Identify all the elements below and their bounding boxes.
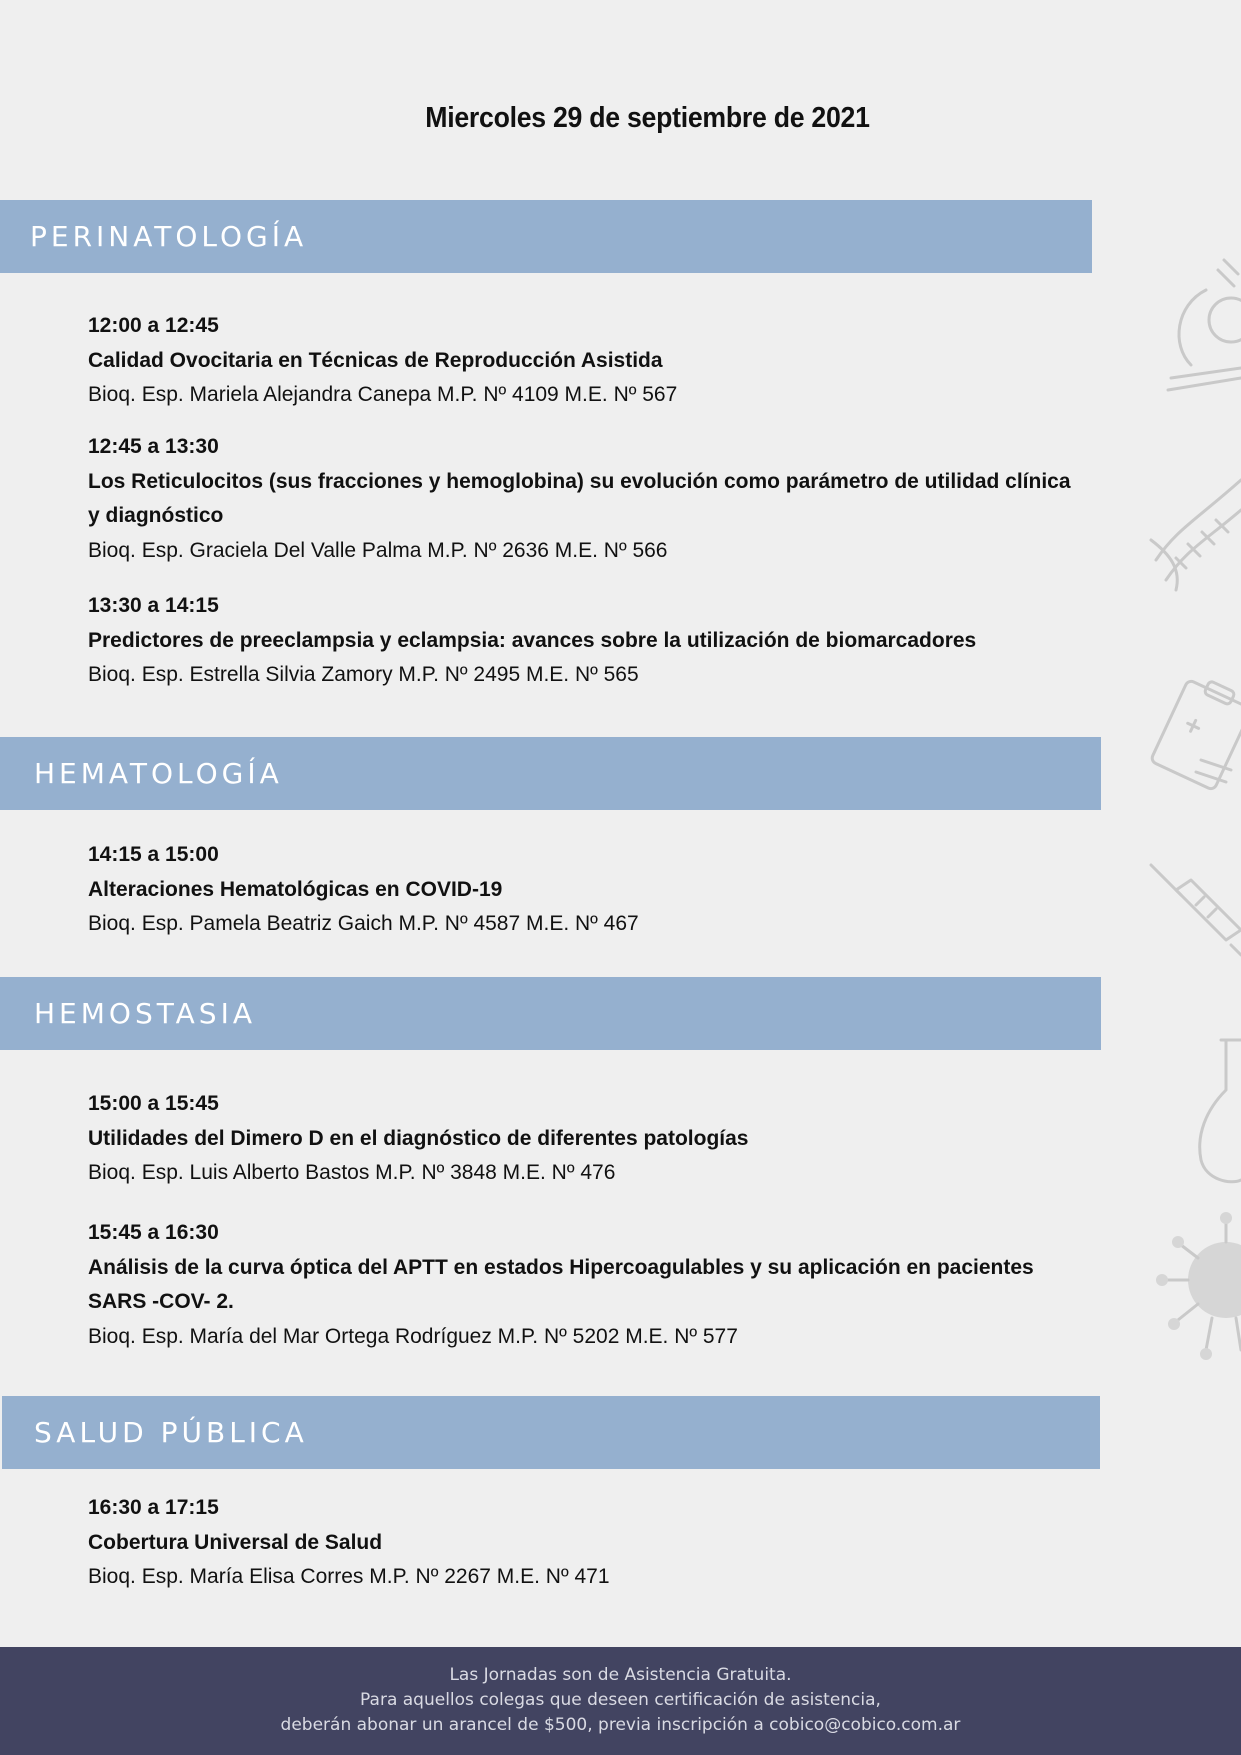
syringe-icon — [1151, 865, 1241, 955]
session-talk-title: Utilidades del Dimero D en el diagnóstico de diferentes patologías — [88, 1126, 749, 1150]
session-speaker: Bioq. Esp. María del Mar Ortega Rodríguez M.P. Nº 5202 M.E. Nº 577 — [88, 1324, 738, 1348]
session-talk-title: Calidad Ovocitaria en Técnicas de Reproducción Asistida — [88, 348, 663, 372]
date-title: Miercoles 29 de septiembre de 2021 — [425, 102, 870, 134]
session-talk-title: Alteraciones Hematológicas en COVID-19 — [88, 877, 503, 901]
section-band-salud-publica — [2, 1396, 1100, 1469]
session-time: 15:00 a 15:45 — [88, 1092, 219, 1115]
session-time: 13:30 a 14:15 — [88, 594, 219, 617]
session-speaker: Bioq. Esp. Estrella Silvia Zamory M.P. Nº 2495 M.E. Nº 565 — [88, 663, 639, 686]
section-title: SALUD PÚBLICA — [34, 1416, 308, 1449]
session-item — [88, 1216, 1078, 1354]
session-item — [88, 1087, 1078, 1191]
session-item — [88, 1491, 1078, 1595]
section-title: PERINATOLOGÍA — [30, 220, 308, 253]
clipboard-icon — [1150, 679, 1241, 790]
session-time: 12:45 a 13:30 — [88, 435, 219, 458]
session-speaker: Bioq. Esp. Luis Alberto Bastos M.P. Nº 3848 M.E. Nº 476 — [88, 1161, 616, 1184]
section-band-hemostasia — [0, 977, 1101, 1050]
section-title: HEMOSTASIA — [34, 997, 256, 1030]
session-talk-title: Los Reticulocitos (sus fracciones y hemoglobina) su evolución como parámetro de utilidad clínica y diagnóstico — [88, 469, 1071, 527]
section-band-perinatologia — [0, 200, 1092, 273]
decorative-lab-icons — [1146, 250, 1241, 1400]
session-time: 12:00 a 12:45 — [88, 314, 219, 337]
session-talk-title: Análisis de la curva óptica del APTT en estados Hipercoagulables y su aplicación en pacientes SARS -COV- 2. — [88, 1255, 1034, 1313]
session-item — [88, 430, 1078, 568]
session-talk-title: Cobertura Universal de Salud — [88, 1530, 383, 1554]
flask-icon — [1200, 1040, 1241, 1182]
microscope-icon — [1168, 260, 1241, 390]
virus-icon — [1156, 1212, 1241, 1360]
session-time: 14:15 a 15:00 — [88, 843, 219, 866]
footer-info — [0, 1647, 1241, 1755]
session-speaker: Bioq. Esp. Mariela Alejandra Canepa M.P. Nº 4109 M.E. Nº 567 — [88, 383, 678, 406]
section-title: HEMATOLOGÍA — [34, 757, 283, 790]
session-speaker: Bioq. Esp. María Elisa Corres M.P. Nº 2267 M.E. Nº 471 — [88, 1565, 610, 1588]
session-speaker: Bioq. Esp. Pamela Beatriz Gaich M.P. Nº 4587 M.E. Nº 467 — [88, 912, 639, 935]
session-item — [88, 589, 1078, 693]
session-time: 15:45 a 16:30 — [88, 1221, 219, 1244]
session-item — [88, 309, 1078, 413]
footer-line: deberán abonar un arancel de $500, previa inscripción a cobico@cobico.com.ar — [280, 1715, 961, 1735]
session-time: 16:30 a 17:15 — [88, 1496, 219, 1519]
session-talk-title: Predictores de preeclampsia y eclampsia: avances sobre la utilización de biomarcadores — [88, 628, 977, 652]
session-speaker: Bioq. Esp. Graciela Del Valle Palma M.P. Nº 2636 M.E. Nº 566 — [88, 538, 668, 562]
footer-line: Las Jornadas son de Asistencia Gratuita. — [449, 1665, 792, 1685]
footer-line: Para aquellos colegas que deseen certificación de asistencia, — [360, 1690, 881, 1710]
session-item — [88, 838, 1078, 942]
dna-icon — [1151, 480, 1241, 590]
section-band-hematologia — [0, 737, 1101, 810]
